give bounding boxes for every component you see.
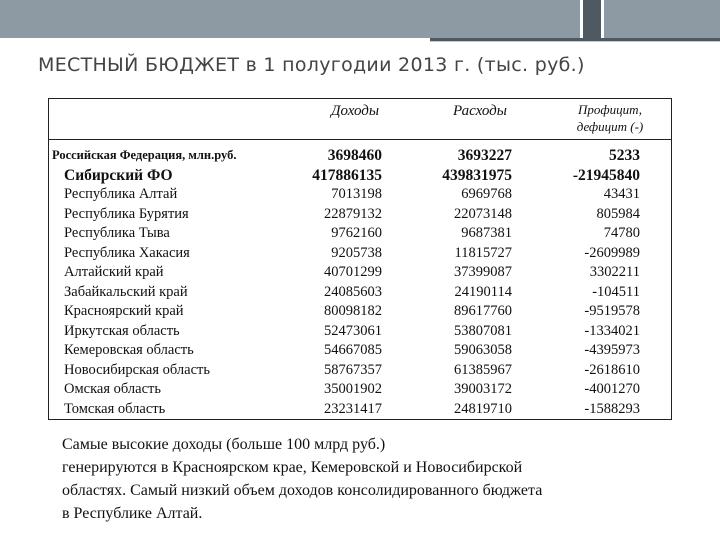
column-header-expenses: Расходы xyxy=(453,103,507,119)
income-value: 7013198 xyxy=(331,186,382,202)
balance-value: 5233 xyxy=(609,147,640,164)
income-value: 22879132 xyxy=(324,205,382,222)
expenses-value: 11815727 xyxy=(454,244,512,261)
balance-value: -9519578 xyxy=(584,303,640,319)
expenses-value: 24190114 xyxy=(454,283,512,300)
balance-value: -1334021 xyxy=(584,322,640,339)
title-accent-shadow xyxy=(430,41,720,42)
expenses-value: 59063058 xyxy=(454,342,512,358)
expenses-value: 89617760 xyxy=(454,303,512,319)
expenses-value: 439831975 xyxy=(442,166,512,184)
summary-note-line: в Республике Алтай. xyxy=(62,505,203,522)
balance-value: -1588293 xyxy=(584,400,640,417)
table-row xyxy=(48,185,672,205)
income-value: 9762160 xyxy=(331,225,382,241)
table-header-divider xyxy=(48,139,672,140)
balance-value: 3302211 xyxy=(589,264,640,280)
table-row xyxy=(48,380,672,400)
region-name: Республика Хакасия xyxy=(64,244,190,261)
region-name: Алтайский край xyxy=(64,264,164,280)
expenses-value: 53807081 xyxy=(454,322,512,339)
region-name: Республика Бурятия xyxy=(64,205,189,222)
income-value: 54667085 xyxy=(324,342,382,358)
region-name: Томская область xyxy=(64,400,166,417)
header-bar-dark-segment xyxy=(583,0,601,38)
table-row xyxy=(48,302,672,322)
column-header-income: Доходы xyxy=(330,103,380,119)
income-value: 58767357 xyxy=(324,361,382,378)
region-name: Сибирский ФО xyxy=(64,166,173,184)
table-row xyxy=(48,166,672,186)
table-row xyxy=(48,361,672,381)
table-row xyxy=(48,146,672,166)
balance-value: 805984 xyxy=(596,205,640,222)
header-bar-segment xyxy=(604,0,720,38)
summary-note-line: генерируются в Красноярском крае, Кемеровской и Новосибирской xyxy=(62,459,523,476)
income-value: 24085603 xyxy=(324,283,382,300)
table-row xyxy=(48,400,672,420)
balance-value: -104511 xyxy=(592,283,640,300)
expenses-value: 9687381 xyxy=(461,225,512,241)
slide-title: МЕСТНЫЙ БЮДЖЕТ в 1 полугодии 2013 г. (тыс. руб.) xyxy=(38,54,585,76)
balance-value: -2609989 xyxy=(584,244,640,261)
expenses-value: 6969768 xyxy=(461,186,512,202)
column-header-balance-line2: дефицит (-) xyxy=(576,119,644,134)
column-header-balance-line1: Профицит, xyxy=(577,102,643,117)
expenses-value: 3693227 xyxy=(457,147,512,164)
income-value: 23231417 xyxy=(324,400,382,417)
table-row xyxy=(48,244,672,264)
balance-value: -4001270 xyxy=(584,381,640,397)
summary-note-line: Самые высокие доходы (больше 100 млрд руб.) xyxy=(62,436,386,453)
summary-note-line: областях. Самый низкий объем доходов консолидированного бюджета xyxy=(62,482,543,499)
table-row xyxy=(48,322,672,342)
table-row xyxy=(48,263,672,283)
balance-value: 43431 xyxy=(603,186,640,202)
region-name: Республика Алтай xyxy=(64,186,178,202)
table-row xyxy=(48,283,672,303)
region-name: Новосибирская область xyxy=(64,361,210,378)
income-value: 80098182 xyxy=(324,303,382,319)
expenses-value: 61385967 xyxy=(454,361,512,378)
balance-value: -4395973 xyxy=(584,342,640,358)
region-name: Кемеровская область xyxy=(64,342,194,358)
region-name: Республика Тыва xyxy=(64,225,170,241)
balance-value: -2618610 xyxy=(584,361,640,378)
expenses-value: 24819710 xyxy=(454,400,512,417)
summary-note xyxy=(62,433,702,525)
expenses-value: 39003172 xyxy=(454,381,512,397)
table-row xyxy=(48,224,672,244)
region-name: Омская область xyxy=(64,381,161,397)
table-row xyxy=(48,341,672,361)
region-name: Иркутская область xyxy=(64,322,180,339)
expenses-value: 22073148 xyxy=(454,205,512,222)
balance-value: -21945840 xyxy=(572,166,640,184)
income-value: 52473061 xyxy=(324,322,382,339)
table-row xyxy=(48,205,672,225)
income-value: 3698460 xyxy=(327,147,382,164)
income-value: 40701299 xyxy=(324,264,382,280)
balance-value: 74780 xyxy=(603,225,640,241)
region-name: Забайкальский край xyxy=(64,283,188,300)
column-header-balance xyxy=(555,101,665,135)
budget-table-body xyxy=(48,146,672,419)
region-name: Красноярский край xyxy=(64,303,184,319)
income-value: 9205738 xyxy=(331,244,382,261)
header-bar-segment xyxy=(0,0,580,38)
income-value: 417886135 xyxy=(312,166,382,184)
header-decor-bar xyxy=(0,0,720,38)
expenses-value: 37399087 xyxy=(454,264,512,280)
region-name: Российская Федерация, млн.руб. xyxy=(52,148,237,162)
income-value: 35001902 xyxy=(324,381,382,397)
